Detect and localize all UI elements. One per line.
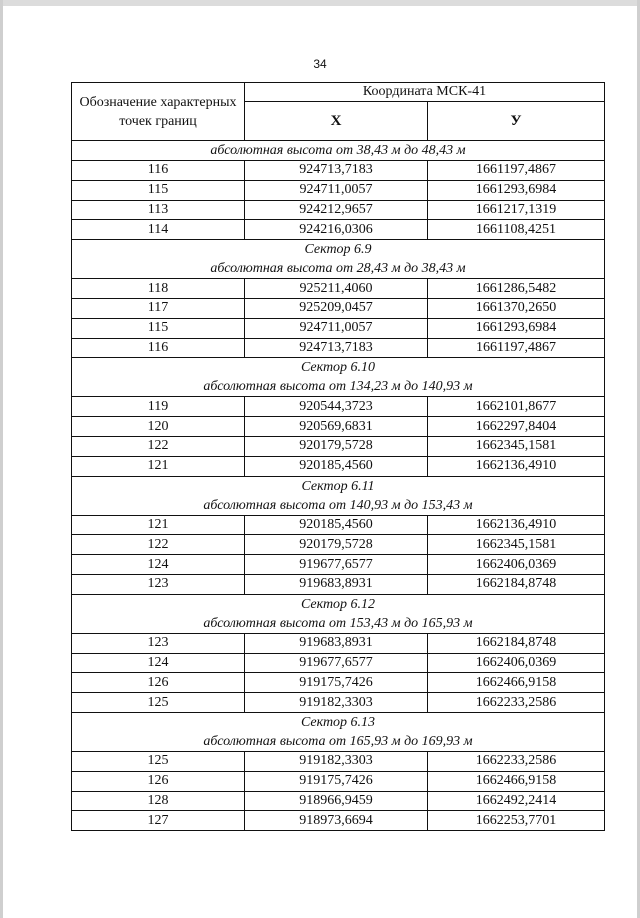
x-coordinate-cell: 919175,7426 [245,673,428,693]
x-coordinate-cell: 920185,4560 [245,515,428,535]
section-caption-row [72,240,605,279]
section-caption-row [72,358,605,397]
table-row [72,535,605,555]
table-row [72,515,605,535]
y-coordinate-cell: 1661197,4867 [428,338,605,358]
y-coordinate-cell: 1661217,1319 [428,200,605,220]
y-coordinate-cell: 1662345,1581 [428,436,605,456]
y-coordinate-cell: 1661293,6984 [428,180,605,200]
section-caption-row [72,141,605,161]
section-caption [72,476,605,515]
table-row [72,574,605,594]
x-coordinate-cell: 920179,5728 [245,535,428,555]
table-row [72,161,605,181]
y-coordinate-cell: 1662184,8748 [428,633,605,653]
x-coordinate-cell: 924713,7183 [245,161,428,181]
table-row [72,417,605,437]
sector-title: Сектор 6.10 [300,360,376,376]
point-cell: 125 [72,693,245,713]
y-coordinate-cell: 1661293,6984 [428,318,605,338]
point-cell: 128 [72,791,245,811]
point-cell: 121 [72,515,245,535]
table-row [72,318,605,338]
x-coordinate-cell: 919182,3303 [245,751,428,771]
y-coordinate-cell: 1662184,8748 [428,574,605,594]
x-coordinate-cell: 919683,8931 [245,574,428,594]
y-coordinate-cell: 1662406,0369 [428,555,605,575]
coordinates-table [71,82,605,831]
point-cell: 126 [72,673,245,693]
point-cell: 115 [72,180,245,200]
table-row [72,791,605,811]
point-cell: 122 [72,535,245,555]
y-coordinate-cell: 1662136,4910 [428,456,605,476]
altitude-range: абсолютная высота от 140,93 м до 153,43 м [203,497,473,513]
x-coordinate-cell: 919182,3303 [245,693,428,713]
x-coordinate-cell: 919683,8931 [245,633,428,653]
table-row [72,653,605,673]
y-coordinate-cell: 1662345,1581 [428,535,605,555]
x-coordinate-cell: 925209,0457 [245,298,428,318]
table-row [72,298,605,318]
table-row [72,397,605,417]
sector-title: Сектор 6.11 [301,478,375,494]
y-coordinate-cell: 1662406,0369 [428,653,605,673]
section-caption-row [72,594,605,633]
y-coordinate-cell: 1662233,2586 [428,751,605,771]
section-caption [72,358,605,397]
y-coordinate-cell: 1661197,4867 [428,161,605,181]
y-coordinate-cell: 1662492,2414 [428,791,605,811]
table-row [72,673,605,693]
sector-title: Сектор 6.13 [300,714,376,730]
point-cell: 124 [72,555,245,575]
table-row [72,436,605,456]
point-cell: 119 [72,397,245,417]
y-column-header: У [428,102,605,141]
x-coordinate-cell: 920544,3723 [245,397,428,417]
point-cell: 121 [72,456,245,476]
point-cell: 116 [72,338,245,358]
altitude-range: абсолютная высота от 165,93 м до 169,93 м [203,733,473,749]
x-coordinate-cell: 920179,5728 [245,436,428,456]
table-row [72,751,605,771]
altitude-range: абсолютная высота от 153,43 м до 165,93 м [203,615,473,631]
point-cell: 113 [72,200,245,220]
x-coordinate-cell: 918966,9459 [245,791,428,811]
x-coordinate-cell: 924713,7183 [245,338,428,358]
point-cell: 120 [72,417,245,437]
y-coordinate-cell: 1661108,4251 [428,220,605,240]
point-cell: 115 [72,318,245,338]
point-cell: 123 [72,574,245,594]
x-coordinate-cell: 920569,6831 [245,417,428,437]
point-cell: 124 [72,653,245,673]
section-caption [72,141,605,161]
table-row [72,220,605,240]
table-row [72,338,605,358]
point-cell: 127 [72,811,245,831]
section-caption-row [72,712,605,751]
y-coordinate-cell: 1662101,8677 [428,397,605,417]
table-row [72,180,605,200]
table-row [72,279,605,299]
x-coordinate-cell: 919677,6577 [245,555,428,575]
x-column-header: Х [245,102,428,141]
page-number: 34 [313,57,327,71]
table-row [72,693,605,713]
point-cell: 116 [72,161,245,181]
x-coordinate-cell: 924212,9657 [245,200,428,220]
table-row [72,811,605,831]
designation-header: Обозначение характерных точек границ [72,83,245,141]
x-coordinate-cell: 919677,6577 [245,653,428,673]
table-row [72,456,605,476]
y-coordinate-cell: 1662233,2586 [428,693,605,713]
altitude-range: абсолютная высота от 38,43 м до 48,43 м [210,143,466,158]
table-header [72,83,605,141]
y-coordinate-cell: 1662297,8404 [428,417,605,437]
point-cell: 122 [72,436,245,456]
point-cell: 117 [72,298,245,318]
altitude-range: абсолютная высота от 134,23 м до 140,93 м [203,379,473,395]
altitude-range: абсолютная высота от 28,43 м до 38,43 м [210,261,466,277]
y-coordinate-cell: 1662466,9158 [428,673,605,693]
scan-edge-left [0,0,3,918]
point-cell: 118 [72,279,245,299]
section-caption [72,594,605,633]
x-coordinate-cell: 919175,7426 [245,771,428,791]
scan-edge-top [0,0,640,6]
section-caption [72,240,605,279]
table-row [72,200,605,220]
point-cell: 126 [72,771,245,791]
point-cell: 125 [72,751,245,771]
sector-title: Сектор 6.9 [304,242,372,258]
sector-title: Сектор 6.12 [300,596,376,612]
table-row [72,633,605,653]
table-row [72,771,605,791]
point-cell: 123 [72,633,245,653]
section-caption-row [72,476,605,515]
y-coordinate-cell: 1662253,7701 [428,811,605,831]
table-row [72,555,605,575]
x-coordinate-cell: 924216,0306 [245,220,428,240]
x-coordinate-cell: 925211,4060 [245,279,428,299]
x-coordinate-cell: 924711,0057 [245,318,428,338]
point-cell: 114 [72,220,245,240]
y-coordinate-cell: 1661370,2650 [428,298,605,318]
x-coordinate-cell: 924711,0057 [245,180,428,200]
table-body [72,141,605,831]
section-caption [72,712,605,751]
x-coordinate-cell: 918973,6694 [245,811,428,831]
y-coordinate-cell: 1661286,5482 [428,279,605,299]
coordinate-system-header: Координата МСК-41 [245,83,605,102]
x-coordinate-cell: 920185,4560 [245,456,428,476]
y-coordinate-cell: 1662466,9158 [428,771,605,791]
y-coordinate-cell: 1662136,4910 [428,515,605,535]
